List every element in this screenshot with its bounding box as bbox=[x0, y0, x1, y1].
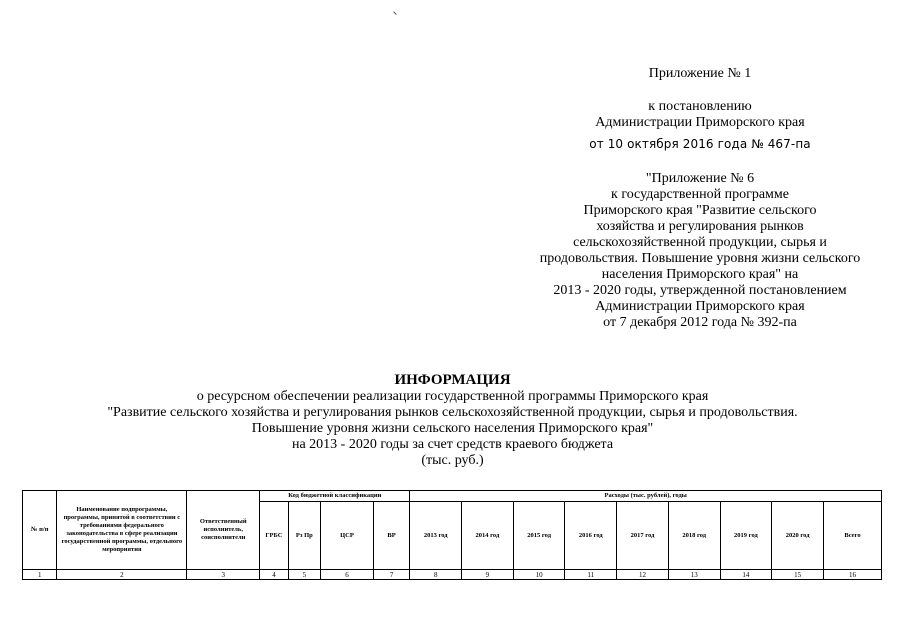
appendix-6-line: Администрации Приморского края bbox=[595, 299, 805, 314]
appendix-6-line: хозяйства и регулирования рынков bbox=[596, 219, 804, 234]
header-budget-codes: Код бюджетной классификации bbox=[260, 491, 410, 502]
header-expenses: Расходы (тыс. рублей), годы bbox=[410, 491, 882, 502]
column-number: 1 bbox=[23, 570, 57, 580]
column-number: 7 bbox=[373, 570, 410, 580]
appendix-1-date-stamp: от 10 октября 2016 года № 467-па bbox=[589, 137, 811, 151]
appendix-6-line: продовольствия. Повышение уровня жизни сельского bbox=[539, 251, 861, 266]
budget-table bbox=[22, 490, 882, 580]
appendix-1-title: Приложение № 1 bbox=[648, 66, 752, 81]
column-number: 8 bbox=[410, 570, 462, 580]
info-line: Повышение уровня жизни сельского населения Приморского края" bbox=[251, 421, 654, 436]
column-number: 14 bbox=[720, 570, 772, 580]
info-line: "Развитие сельского хозяйства и регулирования рынков сельскохозяйственной продукции, сырья и продовольствия. bbox=[107, 405, 798, 420]
header-year: 2017 год bbox=[617, 502, 669, 570]
header-year: 2018 год bbox=[668, 502, 720, 570]
appendix-6-line: к государственной программе bbox=[611, 187, 789, 202]
header-grbs: ГРБС bbox=[260, 502, 288, 570]
header-name: Наименование подпрограммы, программы, принятой в соответствии с требованиями федерального законодательства в сфере реализации государственной программы, отдельного мероприятия bbox=[57, 491, 187, 570]
column-number: 13 bbox=[668, 570, 720, 580]
header-vr: ВР bbox=[373, 502, 410, 570]
appendix-1-admin: Администрации Приморского края bbox=[595, 115, 805, 130]
column-number: 11 bbox=[565, 570, 617, 580]
info-block bbox=[0, 372, 905, 469]
appendix-6-line: от 7 декабря 2012 года № 392-па bbox=[603, 315, 797, 330]
header-year: 2016 год bbox=[565, 502, 617, 570]
appendix-6-line: населения Приморского края" на bbox=[601, 267, 799, 282]
header-responsible: Ответственный исполнитель, соисполнители bbox=[187, 491, 260, 570]
info-line: на 2013 - 2020 годы за счет средств краевого бюджета bbox=[291, 437, 614, 452]
appendix-6-line: 2013 - 2020 годы, утвержденной постановлением bbox=[553, 283, 847, 298]
header-year: 2020 год bbox=[772, 502, 824, 570]
header-num: № п/п bbox=[23, 491, 57, 570]
column-number: 12 bbox=[617, 570, 669, 580]
header-year: 2014 год bbox=[462, 502, 514, 570]
info-units: (тыс. руб.) bbox=[421, 453, 484, 468]
column-number: 3 bbox=[187, 570, 260, 580]
column-number: 10 bbox=[513, 570, 565, 580]
header-year: 2019 год bbox=[720, 502, 772, 570]
info-line: о ресурсном обеспечении реализации государственной программы Приморского края bbox=[196, 389, 709, 404]
column-number: 16 bbox=[823, 570, 881, 580]
appendix-1-ref: к постановлению bbox=[648, 99, 752, 114]
appendix-6-line: Приморского края "Развитие сельского bbox=[583, 203, 817, 218]
column-number: 5 bbox=[288, 570, 320, 580]
header-csr: ЦСР bbox=[321, 502, 374, 570]
appendix-6-block bbox=[520, 171, 880, 331]
header-year: 2013 год bbox=[410, 502, 462, 570]
appendix-6-line: "Приложение № 6 bbox=[645, 171, 755, 186]
column-number: 4 bbox=[260, 570, 288, 580]
column-number: 6 bbox=[321, 570, 374, 580]
stray-mark bbox=[393, 9, 399, 15]
header-rzpr: Рз Пр bbox=[288, 502, 320, 570]
header-year: 2015 год bbox=[513, 502, 565, 570]
column-number-row bbox=[23, 570, 882, 580]
header-total: Всего bbox=[823, 502, 881, 570]
column-number: 2 bbox=[57, 570, 187, 580]
column-number: 9 bbox=[462, 570, 514, 580]
appendix-6-line: сельскохозяйственной продукции, сырья и bbox=[573, 235, 827, 250]
info-title: ИНФОРМАЦИЯ bbox=[394, 372, 511, 388]
column-number: 15 bbox=[772, 570, 824, 580]
